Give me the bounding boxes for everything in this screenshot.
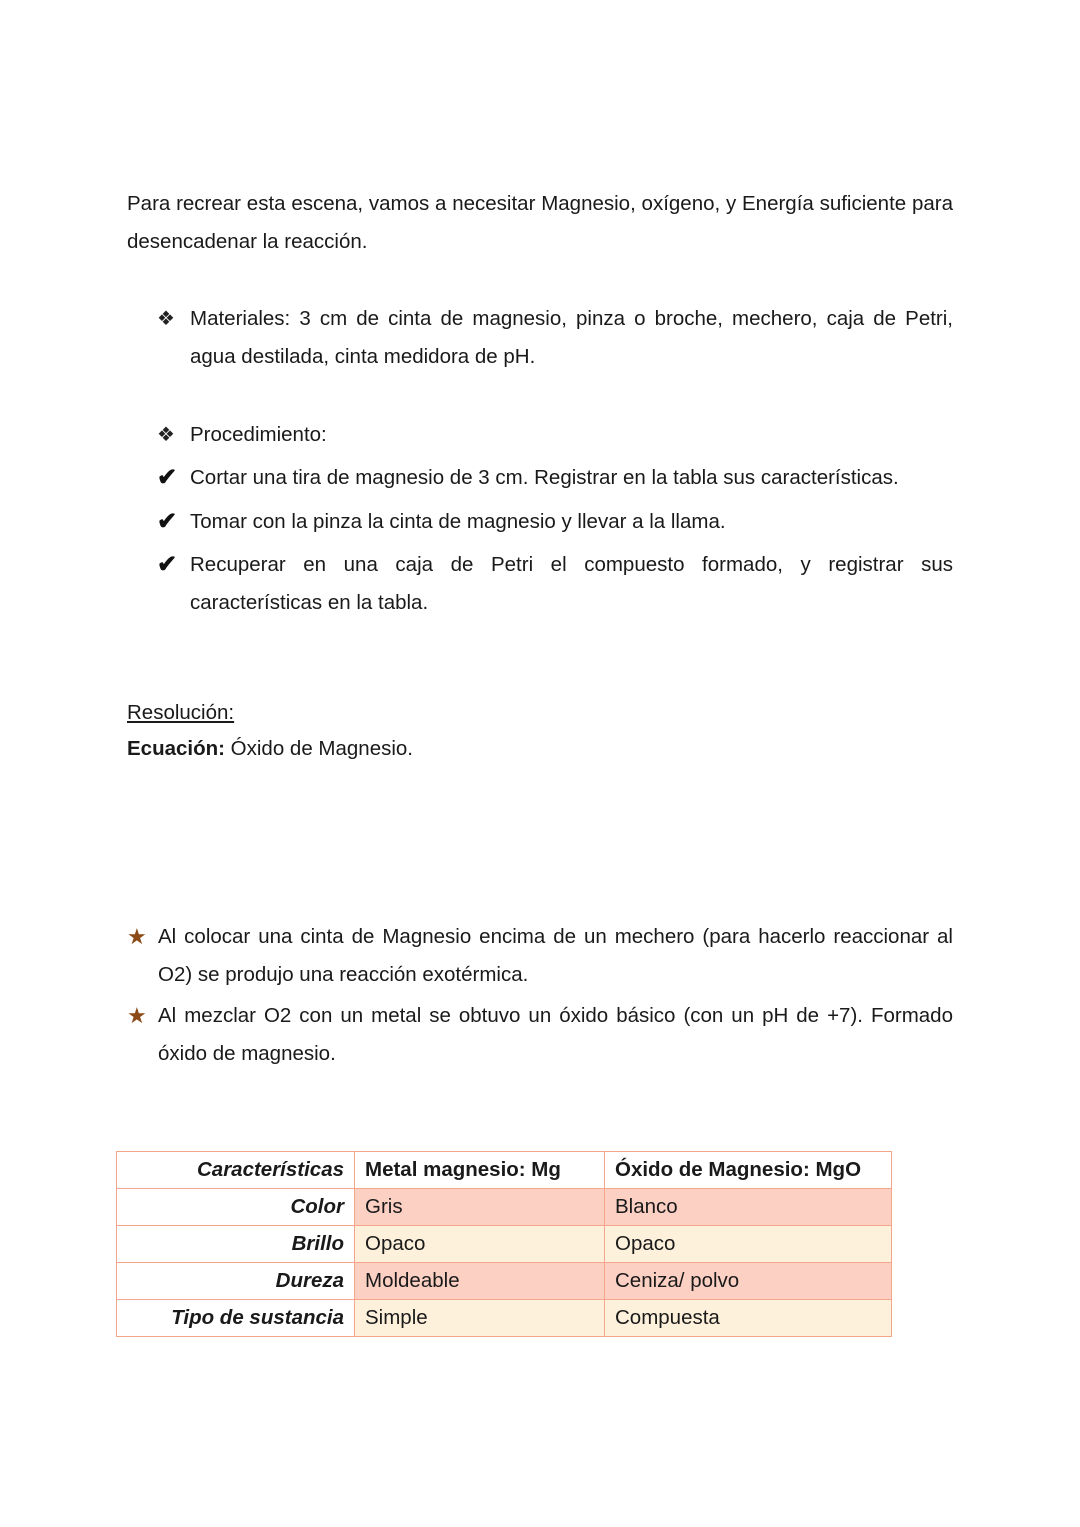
table-cell: Ceniza/ polvo — [605, 1263, 892, 1300]
intro-paragraph: Para recrear esta escena, vamos a necesitar Magnesio, oxígeno, y Energía suficiente para desencadenar la reacción. — [127, 192, 953, 253]
procedure-step-text: Tomar con la pinza la cinta de magnesio y llevar a la llama. — [190, 510, 726, 533]
equation-line — [127, 730, 953, 768]
table-cell: Moldeable — [355, 1263, 605, 1300]
resolution-title: Resolución: — [127, 701, 235, 724]
table-cell: Opaco — [605, 1226, 892, 1263]
checkmark-icon: ✔ — [157, 551, 178, 578]
table-row — [117, 1300, 892, 1337]
observation-text: Al mezclar O2 con un metal se obtuvo un óxido básico (con un pH de +7). Formado óxido de magnesio. — [158, 1004, 953, 1065]
table-row-label: Tipo de sustancia — [117, 1300, 355, 1337]
diamond-bullet-icon: ❖ — [157, 424, 175, 446]
diamond-bullet-icon: ❖ — [157, 308, 175, 330]
star-icon: ★ — [127, 924, 147, 949]
table-cell: Opaco — [355, 1226, 605, 1263]
table-cell: Blanco — [605, 1189, 892, 1226]
observation-item — [127, 918, 953, 994]
procedure-step — [157, 459, 953, 497]
table-header-cell: Características — [117, 1152, 355, 1189]
checkmark-icon: ✔ — [157, 508, 178, 535]
materials-item — [157, 300, 953, 376]
table-row — [117, 1263, 892, 1300]
table-header-row — [117, 1152, 892, 1189]
table-row — [117, 1189, 892, 1226]
procedure-heading-item — [157, 416, 953, 454]
equation-text: Óxido de Magnesio. — [224, 737, 413, 760]
table-cell: Compuesta — [605, 1300, 892, 1337]
procedure-step-text: Recuperar en una caja de Petri el compuesto formado, y registrar sus características en la tabla. — [190, 553, 953, 614]
procedure-step-text: Cortar una tira de magnesio de 3 cm. Registrar en la tabla sus características. — [190, 466, 899, 489]
observation-item — [127, 997, 953, 1073]
star-icon: ★ — [127, 1003, 147, 1028]
characteristics-table — [116, 1151, 892, 1337]
equation-label: Ecuación: — [127, 737, 225, 760]
table-row-label: Brillo — [117, 1226, 355, 1263]
procedure-step — [157, 546, 953, 622]
procedure-step — [157, 503, 953, 541]
table-row-label: Dureza — [117, 1263, 355, 1300]
table-header-cell: Óxido de Magnesio: MgO — [605, 1152, 892, 1189]
table-header-cell: Metal magnesio: Mg — [355, 1152, 605, 1189]
resolution-heading — [127, 694, 953, 732]
procedure-title: Procedimiento: — [190, 423, 327, 446]
materials-text: Materiales: 3 cm de cinta de magnesio, pinza o broche, mechero, caja de Petri, agua destilada, cinta medidora de pH. — [190, 307, 953, 368]
table-cell: Gris — [355, 1189, 605, 1226]
table-cell: Simple — [355, 1300, 605, 1337]
table-row — [117, 1226, 892, 1263]
observation-text: Al colocar una cinta de Magnesio encima de un mechero (para hacerlo reaccionar al O2) se produjo una reacción exotérmica. — [158, 925, 953, 986]
table-row-label: Color — [117, 1189, 355, 1226]
checkmark-icon: ✔ — [157, 464, 178, 491]
